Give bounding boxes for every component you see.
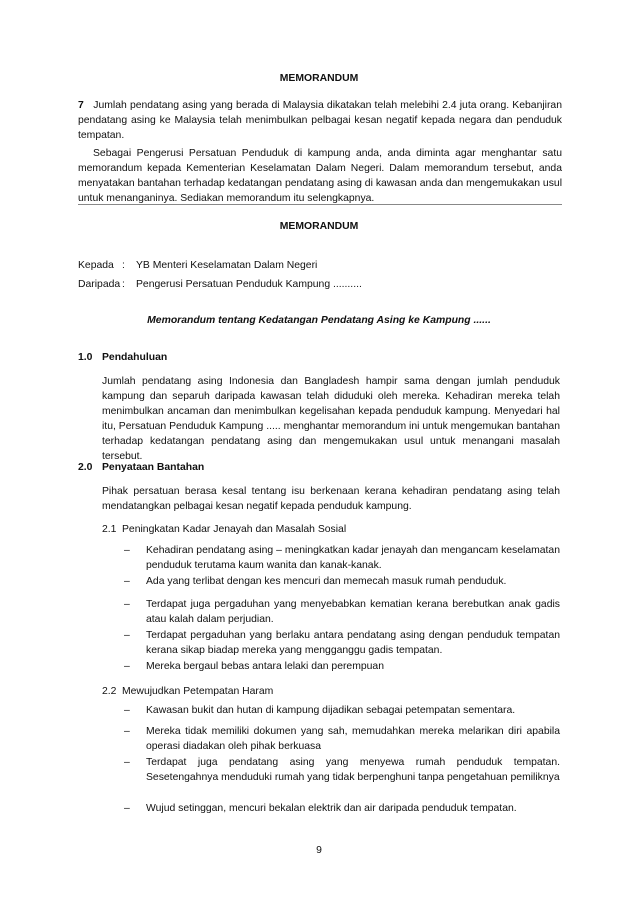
daripada-value: Pengerusi Persatuan Penduduk Kampung ..........	[136, 279, 362, 290]
section-heading-1	[78, 350, 167, 365]
memo-subject: Memorandum tentang Kedatangan Pendatang Asing ke Kampung ......	[147, 315, 491, 326]
subsection-number: 2.1	[102, 524, 117, 535]
question-paragraph-2: Sebagai Pengerusi Persatuan Penduduk di kampung anda, anda diminta agar menghantar satu memorandum kepada Kementerian Keselamatan Dalam Negeri. Dalam memorandum tersebut, anda menyatakan bantahan terhadap kedatangan pendatang asing di kawasan anda dan mengemukakan usul untuk menanganinya. Sediakan memorandum itu selengkapnya.	[78, 148, 562, 204]
dash-bullet: –	[124, 545, 130, 556]
dash-bullet: –	[124, 726, 130, 737]
list-item	[124, 755, 560, 785]
section-title: Pendahuluan	[102, 352, 168, 363]
question-paragraph-1	[78, 98, 562, 143]
section-title: Penyataan Bantahan	[102, 462, 205, 473]
list-item-text: Terdapat pergaduhan yang berlaku antara pendatang asing dengan penduduk tempatan kerana sikap biadap mereka yang mengganggu gadis tempatan.	[146, 630, 560, 656]
list-item-text: Kawasan bukit dan hutan di kampung dijadikan sebagai petempatan sementara.	[146, 705, 516, 716]
list-item	[124, 801, 560, 816]
question-text-1: Jumlah pendatang asing yang berada di Malaysia dikatakan telah melebihi 2.4 juta orang. Kebanjiran pendatang asing ke Malaysia telah menimbulkan pelbagai kesan negatif kepada negara dan penduduk tempatan.	[78, 100, 562, 141]
section-1-text: Jumlah pendatang asing Indonesia dan Bangladesh hampir sama dengan jumlah penduduk kampung dan separuh daripada kawasan telah diduduki oleh mereka. Kehadiran mereka telah menimbulkan ancaman dan menimbulkan kegelisahan kepada penduduk kampung. Menyedari hal itu, Persatuan Penduduk Kampung ..... menghantar memorandum ini untuk mengemukan bantahan terhadap kedatangan pendatang asing dan mengemukakan usul untuk menangani masalah tersebut.	[102, 376, 560, 462]
list-item	[124, 543, 560, 573]
dash-bullet: –	[124, 757, 130, 768]
memo-title: MEMORANDUM	[279, 221, 359, 232]
subsection-number: 2.2	[102, 686, 117, 697]
list-item-text: Ada yang terlibat dengan kes mencuri dan memecah masuk rumah penduduk.	[146, 576, 507, 587]
subsection-title: Peningkatan Kadar Jenayah dan Masalah Sosial	[122, 524, 347, 535]
subsection-heading-2-2	[102, 684, 273, 699]
daripada-row	[78, 277, 362, 292]
subsection-title: Mewujudkan Petempatan Haram	[122, 686, 274, 697]
dash-bullet: –	[124, 661, 130, 672]
list-item	[124, 703, 560, 718]
kepada-label: Kepada	[78, 260, 114, 271]
dash-bullet: –	[124, 630, 130, 641]
section-heading-2	[78, 460, 204, 475]
subsection-heading-2-1	[102, 522, 346, 537]
list-item-text: Kehadiran pendatang asing – meningkatkan kadar jenayah dan mengancam keselamatan penduduk terutama kaum wanita dan kanak-kanak.	[146, 545, 560, 571]
list-item	[124, 724, 560, 754]
daripada-colon: :	[122, 279, 125, 290]
divider-line	[78, 204, 562, 205]
section-number: 1.0	[78, 352, 93, 363]
daripada-label: Daripada	[78, 279, 121, 290]
list-item	[124, 574, 560, 589]
list-item-text: Wujud setinggan, mencuri bekalan elektrik dan air daripada penduduk tempatan.	[146, 803, 517, 814]
list-item-text: Terdapat juga pergaduhan yang menyebabkan kematian kerana berebutkan anak gadis atau kalah dalam perjudian.	[146, 599, 560, 625]
list-item	[124, 659, 560, 674]
list-item	[124, 597, 560, 627]
dash-bullet: –	[124, 599, 130, 610]
question-number: 7	[78, 100, 84, 111]
list-item	[124, 628, 560, 658]
dash-bullet: –	[124, 803, 130, 814]
page-number: 9	[316, 845, 322, 856]
section-2-text: Pihak persatuan berasa kesal tentang isu berkenaan kerana kehadiran pendatang asing telah mendatangkan pelbagai kesan negatif kepada penduduk kampung.	[102, 486, 560, 512]
dash-bullet: –	[124, 705, 130, 716]
list-item-text: Mereka tidak memiliki dokumen yang sah, memudahkan mereka melarikan diri apabila operasi diadakan oleh pihak berkuasa	[146, 726, 560, 752]
dash-bullet: –	[124, 576, 130, 587]
kepada-row	[78, 258, 317, 273]
kepada-value: YB Menteri Keselamatan Dalam Negeri	[136, 260, 318, 271]
list-item-text: Terdapat juga pendatang asing yang menyewa rumah penduduk tempatan. Sesetengahnya menduduki rumah yang tidak berpenghuni tanpa pengetahuan pemiliknya	[146, 757, 560, 783]
top-title: MEMORANDUM	[279, 73, 359, 84]
kepada-colon: :	[122, 260, 125, 271]
list-item-text: Mereka bergaul bebas antara lelaki dan perempuan	[146, 661, 384, 672]
section-number: 2.0	[78, 462, 93, 473]
